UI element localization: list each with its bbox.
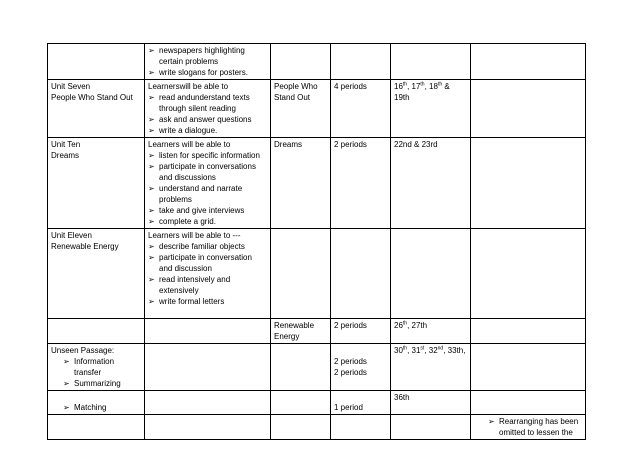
unit-cell bbox=[48, 138, 145, 229]
objectives-intro: Learners will be able to --- bbox=[148, 231, 241, 240]
list-item: ➢ read andunderstand texts through silent reading bbox=[148, 92, 267, 114]
unit-cell bbox=[48, 229, 145, 319]
date-cell bbox=[391, 344, 471, 391]
date-part: 30 bbox=[394, 346, 403, 355]
topic-cell bbox=[271, 44, 331, 80]
unit-number: Unit Seven bbox=[51, 82, 91, 91]
objectives-intro: Learnerswill be able to bbox=[148, 82, 229, 91]
table-row bbox=[48, 391, 586, 415]
date-part: , 17 bbox=[407, 82, 421, 91]
topic-cell bbox=[271, 391, 331, 415]
date-cell bbox=[391, 319, 471, 344]
topic-cell: Dreams bbox=[271, 138, 331, 229]
list-item: ➢ describe familiar objects bbox=[148, 241, 267, 252]
topic-cell bbox=[271, 344, 331, 391]
objectives-cell bbox=[145, 229, 271, 319]
date-cell bbox=[391, 229, 471, 319]
remarks-cell bbox=[471, 229, 586, 319]
remarks-cell bbox=[471, 319, 586, 344]
objectives-cell bbox=[145, 319, 271, 344]
periods-cell: 1 period bbox=[331, 391, 391, 415]
list-item: ➢ write formal letters bbox=[148, 296, 267, 307]
list-item: ➢ read intensively and extensively bbox=[148, 274, 267, 296]
section-heading: Unseen Passage: bbox=[51, 346, 115, 355]
remarks-cell bbox=[471, 415, 586, 440]
date-part: , 27th bbox=[407, 321, 428, 330]
objectives-cell bbox=[145, 44, 271, 80]
periods-value: 2 periods bbox=[334, 368, 367, 377]
date-part: 16 bbox=[394, 82, 403, 91]
date-suffix: th bbox=[402, 345, 408, 352]
date-part: & 19th bbox=[394, 82, 450, 102]
periods-cell bbox=[331, 344, 391, 391]
list-item: ➢ Rearranging has been omitted to lessen the bbox=[488, 416, 582, 438]
list-item: ➢ Summarizing bbox=[63, 378, 141, 389]
remarks-cell bbox=[471, 44, 586, 80]
topic-cell: People Who Stand Out bbox=[271, 80, 331, 138]
table-row bbox=[48, 80, 586, 138]
date-suffix: th bbox=[402, 320, 408, 327]
remarks-cell bbox=[471, 344, 586, 391]
date-cell bbox=[391, 80, 471, 138]
list-item: ➢ Information transfer bbox=[63, 356, 141, 378]
date-suffix: st bbox=[420, 345, 425, 352]
table-row bbox=[48, 229, 586, 319]
periods-cell: 4 periods bbox=[331, 80, 391, 138]
unit-cell bbox=[48, 415, 145, 440]
date-cell bbox=[391, 415, 471, 440]
table-row bbox=[48, 344, 586, 391]
objectives-cell bbox=[145, 391, 271, 415]
unit-number: Unit Ten bbox=[51, 140, 81, 149]
date-part: , 18 bbox=[424, 82, 438, 91]
date-suffix: nd bbox=[437, 345, 444, 352]
list-item: ➢ complete a grid. bbox=[148, 216, 267, 227]
table-row bbox=[48, 138, 586, 229]
unit-number: Unit Eleven bbox=[51, 231, 92, 240]
date-cell bbox=[391, 44, 471, 80]
list-item: ➢ ask and answer questions bbox=[148, 114, 267, 125]
periods-cell: 2 periods bbox=[331, 319, 391, 344]
table-row bbox=[48, 319, 586, 344]
date-suffix: th bbox=[402, 81, 408, 88]
list-item: ➢ Matching bbox=[63, 402, 141, 413]
periods-cell: 2 periods bbox=[331, 138, 391, 229]
table-row bbox=[48, 44, 586, 80]
list-item: ➢ newspapers highlighting certain problems bbox=[148, 45, 267, 67]
list-item: ➢ write slogans for posters. bbox=[148, 67, 267, 78]
remarks-cell bbox=[471, 391, 586, 415]
objectives-cell bbox=[145, 415, 271, 440]
unit-title: People Who Stand Out bbox=[51, 93, 133, 102]
unit-cell bbox=[48, 344, 145, 391]
unit-title: Dreams bbox=[51, 151, 80, 160]
date-part: 26 bbox=[394, 321, 403, 330]
table-row bbox=[48, 415, 586, 440]
objectives-intro: Learners will be able to bbox=[148, 140, 231, 149]
unit-cell bbox=[48, 80, 145, 138]
unit-cell bbox=[48, 391, 145, 415]
date-part: , 33th, bbox=[443, 346, 466, 355]
date-cell: 22nd & 23rd bbox=[391, 138, 471, 229]
unit-cell bbox=[48, 44, 145, 80]
periods-cell bbox=[331, 229, 391, 319]
topic-cell: Renewable Energy bbox=[271, 319, 331, 344]
list-item: ➢ write a dialogue. bbox=[148, 125, 267, 136]
list-item: ➢ take and give interviews bbox=[148, 205, 267, 216]
objectives-cell bbox=[145, 344, 271, 391]
remarks-cell bbox=[471, 80, 586, 138]
date-part: , 32 bbox=[424, 346, 438, 355]
list-item: ➢ listen for specific information bbox=[148, 150, 267, 161]
unit-title: Renewable Energy bbox=[51, 242, 119, 251]
topic-cell bbox=[271, 415, 331, 440]
objectives-cell bbox=[145, 138, 271, 229]
date-cell: 36th bbox=[391, 391, 471, 415]
date-part: , 31 bbox=[407, 346, 421, 355]
list-item: ➢ understand and narrate problems bbox=[148, 183, 267, 205]
objectives-cell bbox=[145, 80, 271, 138]
date-suffix: th bbox=[420, 81, 425, 88]
topic-cell bbox=[271, 229, 331, 319]
date-suffix: th bbox=[437, 81, 443, 88]
list-item: ➢ participate in conversations and discussions bbox=[148, 161, 267, 183]
periods-value: 2 periods bbox=[334, 357, 367, 366]
remarks-cell bbox=[471, 138, 586, 229]
list-item: ➢ participate in conversation and discussion bbox=[148, 252, 267, 274]
unit-cell bbox=[48, 319, 145, 344]
periods-cell bbox=[331, 44, 391, 80]
lesson-plan-table bbox=[47, 43, 586, 440]
periods-cell bbox=[331, 415, 391, 440]
